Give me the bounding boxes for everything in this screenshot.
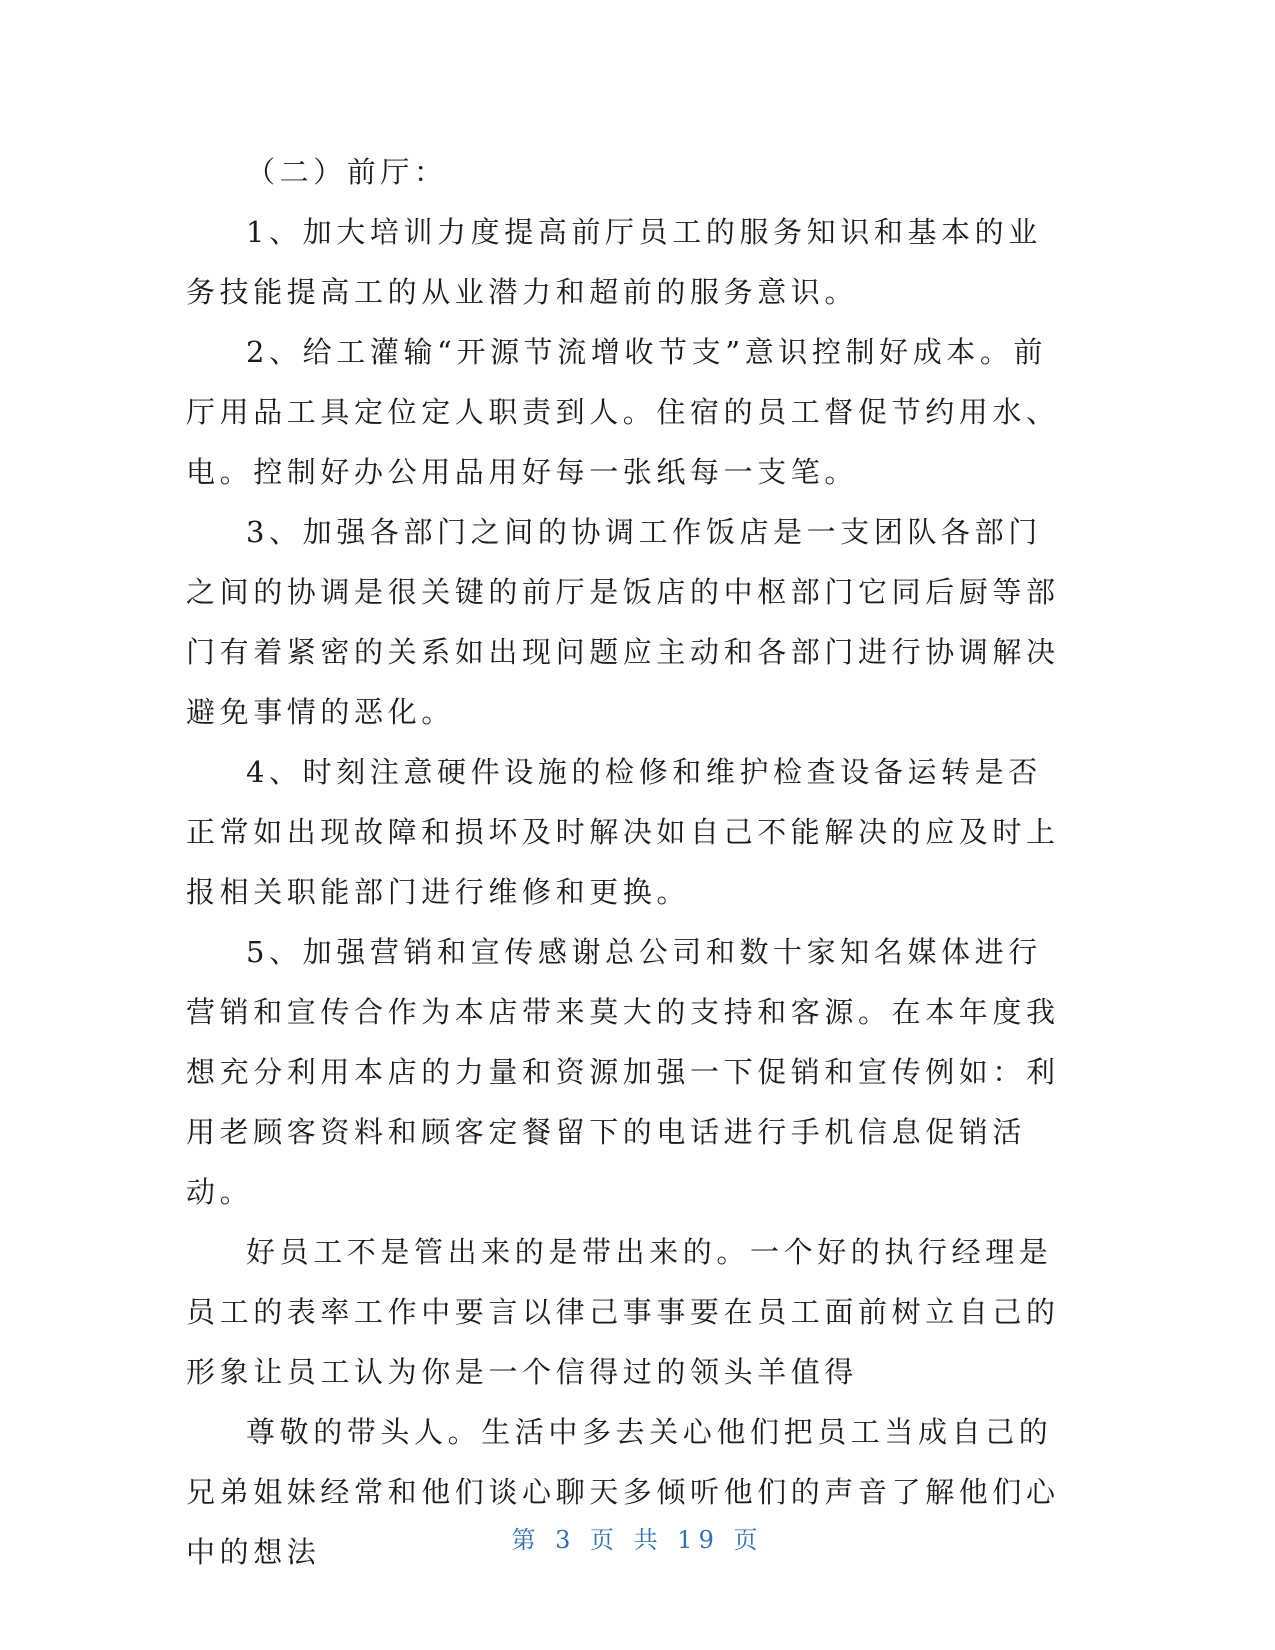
document-body	[186, 142, 1066, 1582]
paragraph-3-coordination: 3、加强各部门之间的协调工作饭店是一支团队各部门之间的协调是很关键的前厅是饭店的中枢部门它同后厨等部门有着紧密的关系如出现问题应主动和各部门进行协调解决避免事情的恶化。	[186, 515, 1060, 729]
page-number-footer: 第 3 页 共 19 页	[511, 1526, 764, 1554]
paragraph-4-maintenance: 4、时刻注意硬件设施的检修和维护检查设备运转是否正常如出现故障和损坏及时解决如自己不能解决的应及时上报相关职能部门进行维修和更换。	[186, 755, 1060, 909]
paragraph-1-training: 1、加大培训力度提高前厅员工的服务知识和基本的业务技能提高工的从业潜力和超前的服务意识。	[186, 215, 1042, 309]
paragraph-2-cost-control: 2、给工灌输“开源节流增收节支”意识控制好成本。前厅用品工具定位定人职责到人。住宿的员工督促节约用水、电。控制好办公用品用好每一张纸每一支笔。	[186, 335, 1060, 489]
paragraph-5-marketing: 5、加强营销和宣传感谢总公司和数十家知名媒体进行营销和宣传合作为本店带来莫大的支持和客源。在本年度我想充分利用本店的力量和资源加强一下促销和宣传例如：利用老顾客资料和顾客定餐留下的电话进行手机信息促销活动。	[186, 935, 1060, 1209]
paragraph-respected-leader: 尊敬的带头人。生活中多去关心他们把员工当成自己的兄弟姐妹经常和他们谈心聊天多倾听他们的声音了解他们心中的想法	[186, 1415, 1060, 1569]
paragraph-good-employees: 好员工不是管出来的是带出来的。一个好的执行经理是员工的表率工作中要言以律己事事要在员工面前树立自己的形象让员工认为你是一个信得过的领头羊值得	[186, 1235, 1060, 1389]
section-heading-front-desk: （二）前厅：	[246, 155, 448, 189]
